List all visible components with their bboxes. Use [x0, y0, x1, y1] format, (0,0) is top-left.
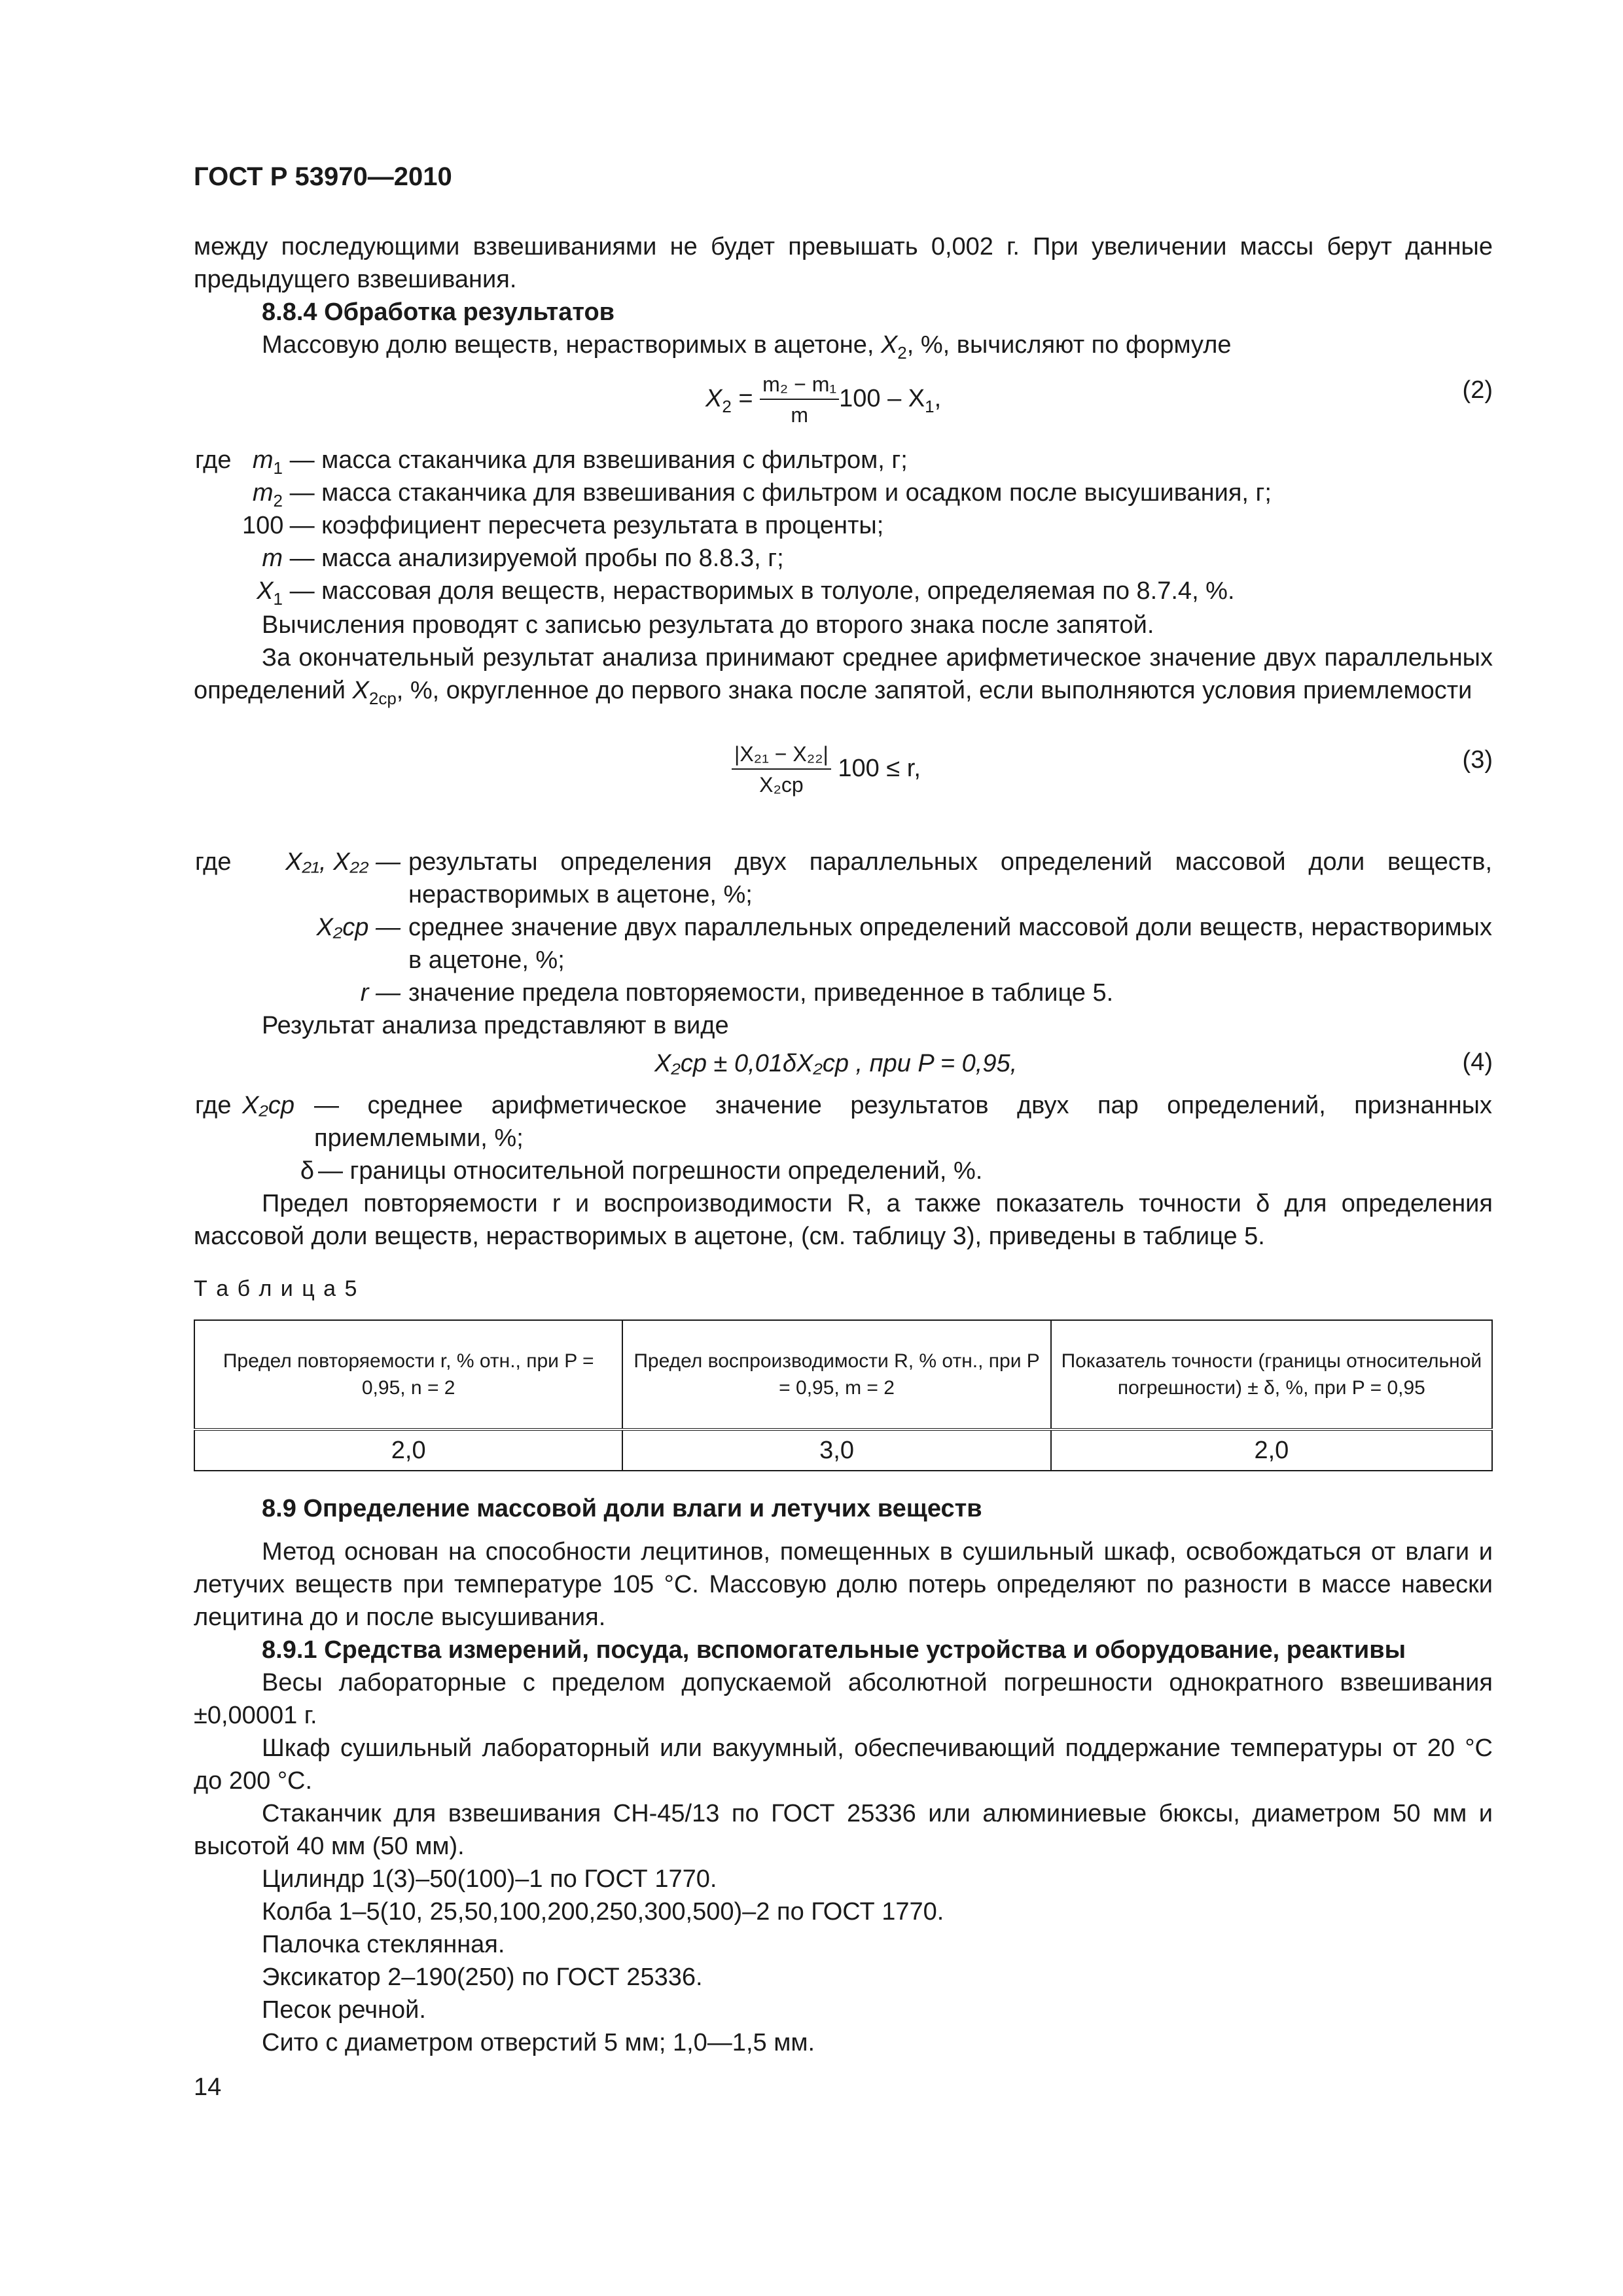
list-item: Колба 1–5(10, 25,50,100,200,250,300,500)–2 по ГОСТ 1770. — [262, 1898, 944, 1926]
table-cell: 2,0 — [194, 1429, 622, 1471]
section-title: Средства измерений, посуда, вспомогательные устройства и оборудование, реактивы — [324, 1636, 1406, 1664]
where-item: $m_2$ — масса стаканчика для взвешивания с фильтром и осадком после высушивания, г; — [252, 479, 1272, 511]
where-symbol: δ — [300, 1157, 314, 1185]
paragraph-final: За окончательный результат анализа принимают среднее арифметическое значение двух параллельных определений $X_{2ср}$, %, округленное до первого знака после запятой, если выполняются условия приемлемости — [194, 644, 1493, 708]
section-number: 8.8.4 — [262, 298, 317, 326]
where-item: 100 — коэффициент пересчета результата в проценты; — [242, 512, 884, 539]
list-item: Сито с диаметром отверстий 5 мм; 1,0—1,5 мм. — [262, 2029, 815, 2056]
table-header-row — [194, 1320, 1492, 1429]
paragraph-calc: Вычисления проводят с записью результата до второго знака после запятой. — [262, 611, 1154, 639]
where-definition: среднее значение двух параллельных определений массовой доли веществ, нерастворимых в ацетоне, %; — [408, 914, 1492, 974]
document-header: ГОСТ Р 53970—2010 — [194, 162, 452, 191]
paragraph-8-9: Метод основан на способности лецитинов, помещенных в сушильный шкаф, освобождаться от влаги и летучих веществ при температуре 105 °С. Массовую долю потерь определяют по разности в массе навески лецитина до и после высушивания. — [194, 1538, 1493, 1631]
table-row — [194, 1429, 1492, 1471]
list-item: Палочка стеклянная. — [262, 1931, 505, 1958]
equation-number-2: (2) — [1462, 376, 1493, 404]
formula-2: $X_2$ = $\frac{\text{m₂ − m₁}}{m}$ $100 - X_1$, — [705, 370, 941, 430]
formula-2-fraction: $\frac{\text{m₂ − m₁}}{m}$ — [760, 370, 839, 430]
where-definition: значение предела повторяемости, приведенное в таблице 5. — [408, 979, 1114, 1007]
formula-4: X₂ср ± 0,01δX₂ср , при P = 0,95, — [654, 1050, 1018, 1077]
table-caption: Т а б л и ц а 5 — [194, 1276, 359, 1301]
list-item: Шкаф сушильный лабораторный или вакуумный, обеспечивающий поддержание температуры от 20 °С до 200 °С. — [194, 1734, 1493, 1795]
page-number: 14 — [194, 2073, 222, 2101]
where-symbol: X₂₁, X₂₂ — — [285, 848, 401, 876]
table-cell: 2,0 — [1051, 1429, 1492, 1471]
section-number: 8.9 — [262, 1495, 296, 1522]
formula-3-fraction: $\frac{\text{|X₂₁ − X₂₂|}}{\text{X₂ср}}$ — [732, 740, 831, 800]
where-definition: результаты определения двух параллельных определений массовой доли веществ, нерастворимых в ацетоне, %; — [408, 848, 1492, 908]
continuation-paragraph: между последующими взвешиваниями не будет превышать 0,002 г. При увеличении массы берут данные предыдущего взвешивания. — [194, 233, 1493, 293]
section-heading-8-8-4 — [194, 296, 1493, 329]
formula-3: $\frac{\text{|X₂₁ − X₂₂|}}{\text{X₂ср}}$ 100 ≤ r, — [732, 740, 921, 800]
formula-intro-paragraph: Массовую долю веществ, нерастворимых в ацетоне, $X_2$, %, вычисляют по формуле — [262, 331, 1232, 363]
where-label: где — [195, 1092, 232, 1119]
equation-number-3: (3) — [1462, 746, 1493, 774]
equation-number-4: (4) — [1462, 1049, 1493, 1076]
table-5 — [194, 1319, 1493, 1471]
section-heading-8-9-1 — [262, 1634, 1492, 1666]
where-symbol: r — — [360, 979, 401, 1007]
paragraph-limits: Предел повторяемости r и воспроизводимости R, а также показатель точности δ для определения массовой доли веществ, нерастворимых в ацетоне, (см. таблицу 3), приведены в таблице 5. — [194, 1190, 1493, 1250]
section-title: Определение массовой доли влаги и летучих веществ — [303, 1495, 982, 1522]
where-definition: — границы относительной погрешности определений, %. — [318, 1157, 983, 1185]
section-heading-8-9 — [262, 1492, 1492, 1525]
paragraph-result: Результат анализа представляют в виде — [262, 1012, 729, 1039]
list-item: Эксикатор 2–190(250) по ГОСТ 25336. — [262, 1964, 703, 1991]
list-item: Цилиндр 1(3)–50(100)–1 по ГОСТ 1770. — [262, 1865, 717, 1893]
section-title: Обработка результатов — [324, 298, 615, 326]
where-label: где — [195, 848, 232, 876]
list-item: Стаканчик для взвешивания СН-45/13 по ГОСТ 25336 или алюминиевые бюксы, диаметром 50 мм и высотой 40 мм (50 мм). — [194, 1800, 1493, 1860]
table-header-cell: Показатель точности (границы относительной погрешности) ± δ, %, при P = 0,95 — [1051, 1320, 1492, 1429]
table-header-cell: Предел воспроизводимости R, % отн., при P = 0,95, m = 2 — [622, 1320, 1050, 1429]
table-cell: 3,0 — [622, 1429, 1050, 1471]
where-item: m — масса анализируемой пробы по 8.8.3, г; — [262, 545, 784, 572]
where-item: $m_1$ — масса стаканчика для взвешивания с фильтром, г; — [252, 446, 908, 478]
where-definition: — среднее арифметическое значение результатов двух пар определений, признанных приемлемыми, %; — [314, 1092, 1492, 1152]
list-item: Песок речной. — [262, 1996, 426, 2024]
list-item: Весы лабораторные с пределом допускаемой абсолютной погрешности однократного взвешивания ±0,00001 г. — [194, 1669, 1493, 1729]
where-item: $X_1$ — массовая доля веществ, нерастворимых в толуоле, определяемая по 8.7.4, %. — [257, 577, 1235, 609]
where-label: где — [195, 446, 232, 474]
where-symbol: X₂ср — [242, 1092, 294, 1119]
section-number: 8.9.1 — [262, 1636, 317, 1664]
where-symbol: X₂ср — — [316, 914, 401, 941]
table-header-cell: Предел повторяемости r, % отн., при P = 0,95, n = 2 — [194, 1320, 622, 1429]
